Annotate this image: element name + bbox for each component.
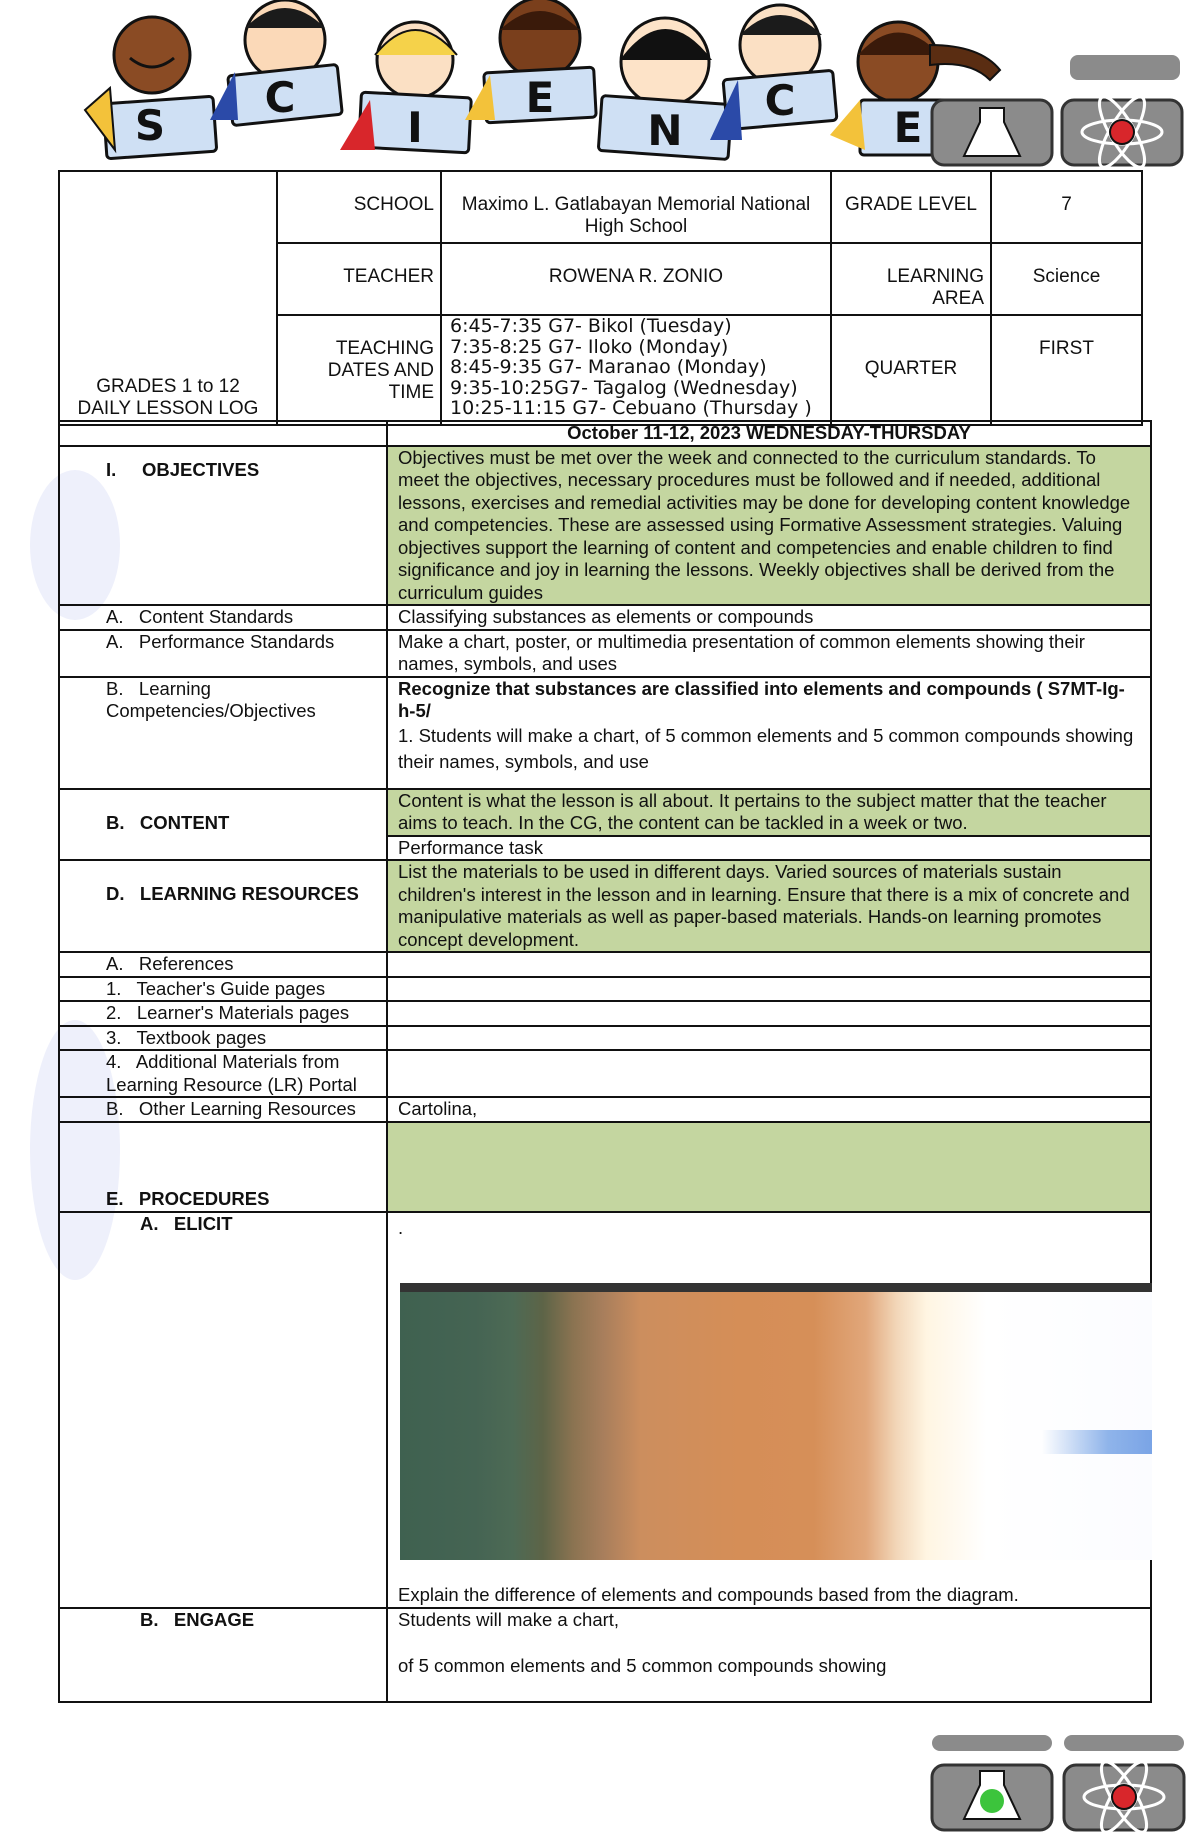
engage-line-2: of 5 common elements and 5 common compounds showing bbox=[398, 1655, 887, 1676]
objectives-text: Objectives must be met over the week and connected to the curriculum standards. To meet the objectives, necessary procedures must be followed and if needed, additional lessons, exercises and remedial activities may be done for developing content knowledge and competencies. These are assessed using Formative Assessment strategies. Valuing objectives support the learning of content and competencies and enable children to find significance and joy in learning the lessons. Weekly objectives shall be derived from the curriculum guides bbox=[387, 446, 1151, 606]
learning-resources-label: D. LEARNING RESOURCES bbox=[59, 860, 387, 952]
atom-icon bbox=[1064, 1756, 1184, 1835]
bottom-icons bbox=[930, 1735, 1190, 1835]
content-text: Content is what the lesson is all about. It pertains to the subject matter that the teacher aims to teach. In the CG, the content can be tackled in a week or two. bbox=[388, 790, 1150, 835]
content-standards-value: Classifying substances as elements or compounds bbox=[387, 605, 1151, 630]
image-highlight bbox=[1042, 1430, 1152, 1454]
content-value: Performance task bbox=[388, 835, 1150, 860]
letter-e: E bbox=[893, 103, 923, 152]
grade-value: 7 bbox=[991, 171, 1142, 243]
elicit-diagram-image bbox=[400, 1283, 1152, 1560]
science-banner bbox=[70, 0, 1200, 168]
learning-area-value: Science bbox=[991, 243, 1142, 315]
engage-line-1: Students will make a chart, bbox=[398, 1608, 620, 1630]
decorative-tab bbox=[932, 1735, 1052, 1751]
objectives-label: I. OBJECTIVES bbox=[59, 446, 387, 606]
header-title-line2: DAILY LESSON LOG bbox=[77, 398, 259, 419]
quarter-value: FIRST bbox=[991, 315, 1142, 425]
teacher-value: ROWENA R. ZONIO bbox=[441, 243, 831, 315]
engage-cell bbox=[387, 1608, 1151, 1702]
grade-label: GRADE LEVEL bbox=[831, 171, 991, 243]
elicit-label: A. ELICIT bbox=[59, 1212, 387, 1608]
references-label: A. References bbox=[59, 952, 387, 977]
schedule-line: 9:35-10:25G7- Tagalog (Wednesday) bbox=[450, 376, 798, 399]
date-heading-blank bbox=[59, 421, 387, 446]
header-title-line1: GRADES 1 to 12 bbox=[96, 376, 240, 397]
letter-e: E bbox=[525, 73, 555, 122]
date-heading: October 11-12, 2023 WEDNESDAY-THURSDAY bbox=[387, 421, 1151, 446]
content-label: B. CONTENT bbox=[59, 789, 387, 861]
learning-area-label: LEARNING AREA bbox=[831, 243, 991, 315]
header-title-cell bbox=[59, 171, 277, 425]
header-table bbox=[58, 170, 1143, 426]
teacher-label: TEACHER bbox=[277, 243, 441, 315]
schedule-line: 6:45-7:35 G7- Bikol (Tuesday) bbox=[450, 315, 732, 337]
school-value: Maximo L. Gatlabayan Memorial National High School bbox=[441, 171, 831, 243]
textbook-label: 3. Textbook pages bbox=[59, 1026, 387, 1051]
schedule-line: 10:25-11:15 G7- Cebuano (Thursday ) bbox=[450, 397, 812, 419]
decorative-tab bbox=[1070, 55, 1180, 80]
elicit-marker: . bbox=[398, 1216, 404, 1238]
schedule-line: 8:45-9:35 G7- Maranao (Monday) bbox=[450, 356, 767, 378]
elicit-caption: Explain the difference of elements and compounds based from the diagram. bbox=[398, 1584, 1019, 1605]
learning-resources-text: List the materials to be used in different days. Varied sources of materials sustain children's interest in the lesson and in learning. Ensure that there is a mix of concrete and manipulative materials as well as paper-based materials. Hands-on learning promotes concept development. bbox=[387, 860, 1151, 952]
performance-standards-value: Make a chart, poster, or multimedia presentation of common elements showing their names, symbols, and uses bbox=[387, 630, 1151, 677]
textbook-value bbox=[387, 1026, 1151, 1051]
learners-materials-label: 2. Learner's Materials pages bbox=[59, 1001, 387, 1026]
learners-materials-value bbox=[387, 1001, 1151, 1026]
procedures-label: E. PROCEDURES bbox=[59, 1122, 387, 1212]
content-standards-label: A. Content Standards bbox=[59, 605, 387, 630]
letter-n: N bbox=[647, 106, 683, 155]
performance-standards-label: A. Performance Standards bbox=[59, 630, 387, 677]
elicit-cell bbox=[387, 1212, 1151, 1608]
other-resources-value: Cartolina, bbox=[387, 1097, 1151, 1122]
letter-c: C bbox=[764, 76, 796, 125]
competencies-cell bbox=[387, 677, 1151, 789]
school-label: SCHOOL bbox=[277, 171, 441, 243]
competencies-code: Recognize that substances are classified into elements and compounds ( S7MT-Ig-h-5/ bbox=[398, 677, 1125, 721]
competencies-text: 1. Students will make a chart, of 5 common elements and 5 common compounds showing their names, symbols, and use bbox=[398, 724, 1134, 772]
lesson-log-table bbox=[58, 420, 1152, 1703]
atom-icon bbox=[1062, 91, 1182, 168]
lr-portal-label: 4. Additional Materials from Learning Resource (LR) Portal bbox=[59, 1050, 387, 1097]
decorative-tab bbox=[1064, 1735, 1184, 1751]
quarter-label: QUARTER bbox=[831, 315, 991, 425]
flask-icon bbox=[932, 1765, 1052, 1830]
content-cell bbox=[387, 789, 1151, 861]
competencies-label: B. Learning Competencies/Objectives bbox=[59, 677, 387, 789]
teachers-guide-value bbox=[387, 977, 1151, 1002]
other-resources-label: B. Other Learning Resources bbox=[59, 1097, 387, 1122]
letter-c: C bbox=[264, 73, 296, 122]
lr-portal-value bbox=[387, 1050, 1151, 1097]
engage-label: B. ENGAGE bbox=[59, 1608, 387, 1702]
teaching-dates-label: TEACHING DATES AND TIME bbox=[277, 315, 441, 425]
letter-s: S bbox=[134, 101, 166, 150]
procedures-value bbox=[387, 1122, 1151, 1212]
schedule-cell bbox=[441, 315, 831, 425]
references-value bbox=[387, 952, 1151, 977]
schedule-line: 7:35-8:25 G7- Iloko (Monday) bbox=[450, 335, 729, 358]
flask-icon bbox=[932, 100, 1052, 165]
kid-figure bbox=[340, 22, 471, 153]
letter-i: I bbox=[407, 103, 423, 152]
teachers-guide-label: 1. Teacher's Guide pages bbox=[59, 977, 387, 1002]
